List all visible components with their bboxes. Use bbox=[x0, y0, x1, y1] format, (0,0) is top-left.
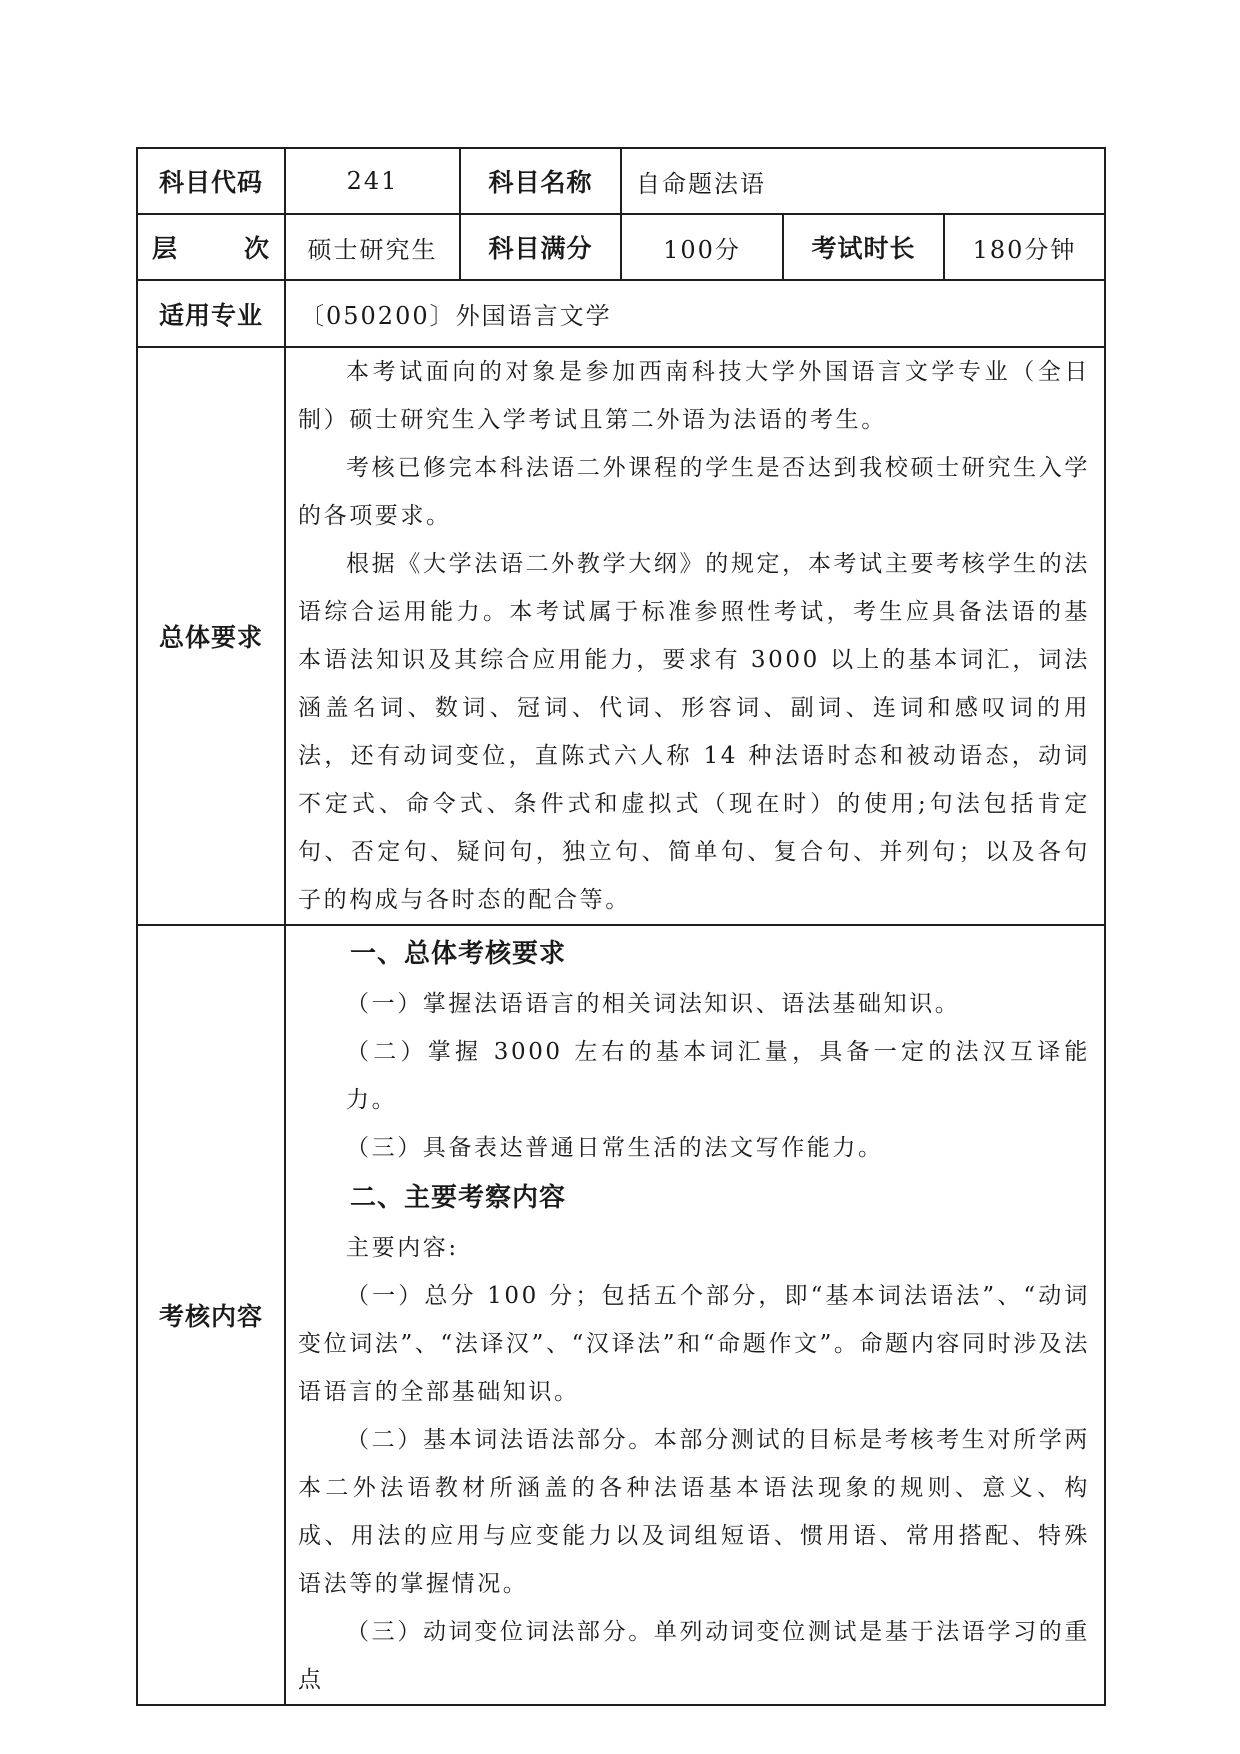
general-requirements-content bbox=[285, 347, 1105, 925]
major-value: 〔050200〕外国语言文学 bbox=[285, 280, 1105, 347]
full-score-value: 100分 bbox=[621, 214, 783, 280]
section-2-intro: 主要内容: bbox=[346, 1235, 459, 1261]
section-1-title: 一、总体考核要求 bbox=[350, 939, 567, 969]
level-value: 硕士研究生 bbox=[285, 214, 460, 280]
syllabus-table bbox=[136, 147, 1106, 1706]
full-score-label: 科目满分 bbox=[460, 214, 621, 280]
section-2-paragraph: （二）基本词法语法部分。本部分测试的目标是考核考生对所学两本二外法语教材所涵盖的各种法语基本语法现象的规则、意义、构成、用法的应用与应变能力以及词组短语、惯用语、常用搭配、特殊语法等的掌握情况。 bbox=[298, 1427, 1091, 1597]
duration-label: 考试时长 bbox=[783, 214, 944, 280]
level-label-part-b: 次 bbox=[243, 234, 270, 263]
subject-name-value: 自命题法语 bbox=[621, 148, 1105, 214]
general-paragraph: 本考试面向的对象是参加西南科技大学外国语言文学专业（全日制）硕士研究生入学考试且第二外语为法语的考生。 bbox=[298, 359, 1091, 433]
duration-value: 180分钟 bbox=[944, 214, 1105, 280]
section-2-paragraph: （三）动词变位词法部分。单列动词变位测试是基于法语学习的重点 bbox=[298, 1619, 1091, 1693]
section-2-title: 二、主要考察内容 bbox=[350, 1183, 567, 1213]
row-major bbox=[137, 280, 1105, 347]
general-paragraph: 考核已修完本科法语二外课程的学生是否达到我校硕士研究生入学的各项要求。 bbox=[298, 455, 1091, 529]
subject-name-label: 科目名称 bbox=[460, 148, 621, 214]
level-label bbox=[137, 214, 285, 280]
major-label: 适用专业 bbox=[137, 280, 285, 347]
subject-code-value: 241 bbox=[285, 148, 460, 214]
row-subject bbox=[137, 148, 1105, 214]
subject-code-label: 科目代码 bbox=[137, 148, 285, 214]
general-requirements-label: 总体要求 bbox=[137, 347, 285, 925]
section-2-paragraph: （一）总分 100 分；包括五个部分，即“基本词法语法”、“动词变位词法”、“法译汉”、“汉译法”和“命题作文”。命题内容同时涉及法语语言的全部基础知识。 bbox=[298, 1283, 1091, 1405]
general-paragraph: 根据《大学法语二外教学大纲》的规定，本考试主要考核学生的法语综合运用能力。本考试属于标准参照性考试，考生应具备法语的基本语法知识及其综合应用能力，要求有 3000 以上的基本词汇，词法涵盖名词、数词、冠词、代词、形容词、副词、连词和感叹词的用法，还有动词变位，直陈式六人称 14 种法语时态和被动语态，动词不定式、命令式、条件式和虚拟式（现在时）的使用;句法包括肯定句、否定句、疑问句，独立句、简单句、复合句、并列句；以及各句子的构成与各时态的配合等。 bbox=[298, 551, 1091, 913]
exam-content-body bbox=[285, 925, 1105, 1705]
row-exam-content bbox=[137, 925, 1105, 1705]
section-1-item: （三）具备表达普通日常生活的法文写作能力。 bbox=[346, 1135, 884, 1161]
exam-content-label: 考核内容 bbox=[137, 925, 285, 1705]
section-1-item: （一）掌握法语语言的相关词法知识、语法基础知识。 bbox=[346, 991, 961, 1017]
level-label-part-a: 层 bbox=[152, 234, 179, 263]
section-1-item: （二）掌握 3000 左右的基本词汇量，具备一定的法汉互译能力。 bbox=[346, 1039, 1091, 1113]
row-level bbox=[137, 214, 1105, 280]
row-general-requirements bbox=[137, 347, 1105, 925]
